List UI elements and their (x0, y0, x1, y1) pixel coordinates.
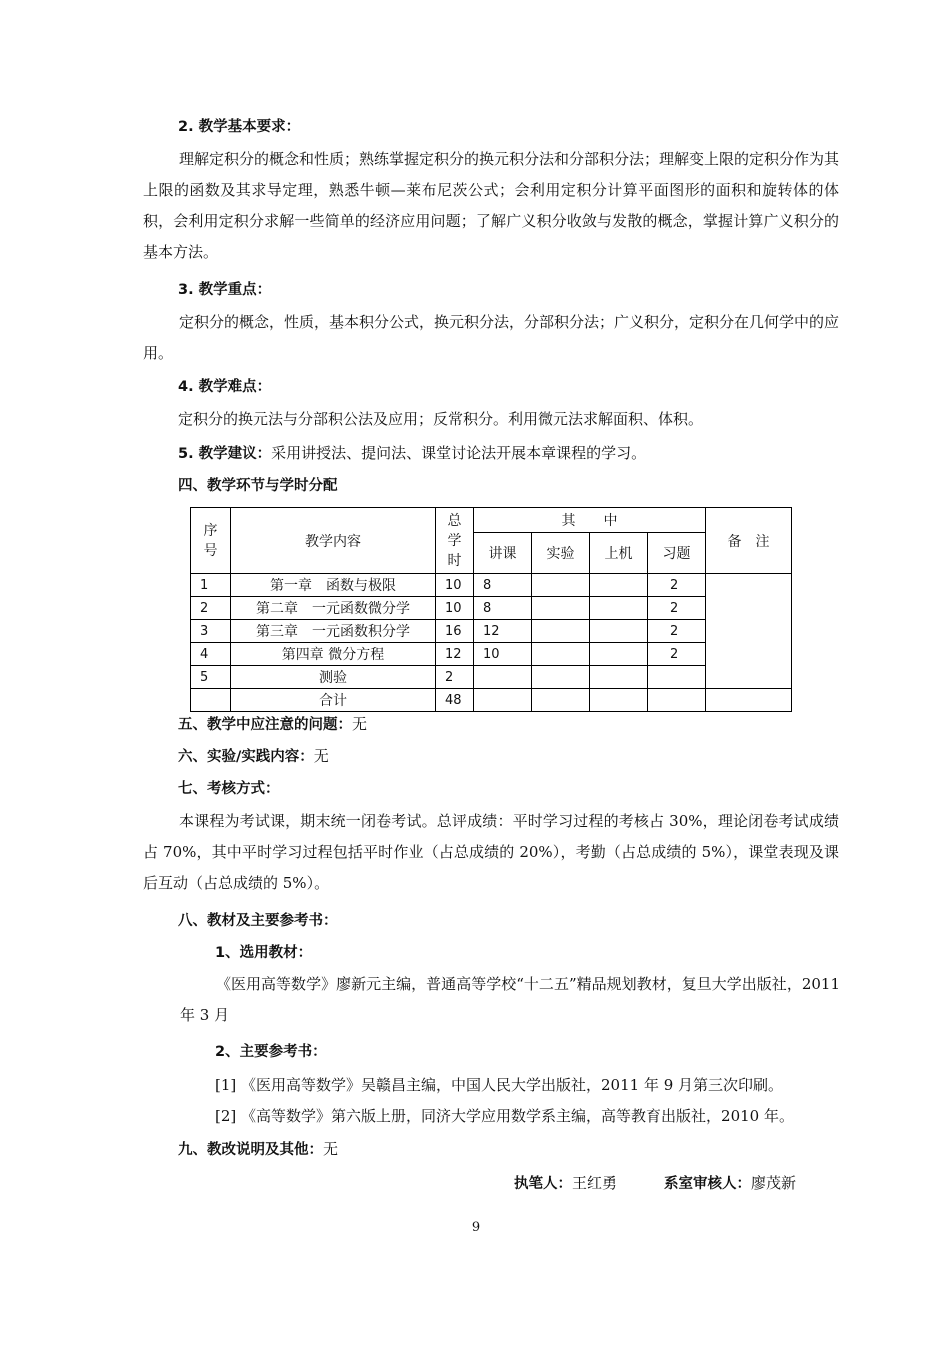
heading-practice: 六、实验/实践内容： (178, 749, 314, 765)
heading-books: 八、教材及主要参考书： (178, 913, 338, 929)
hours-table (190, 507, 792, 712)
reference-2: [2] 《高等数学》第六版上册，同济大学应用数学系主编，高等教育出版社，2010 年。 (215, 1107, 794, 1125)
table-row: 1 第一章 函数与极限 10 8 2 (191, 574, 792, 597)
paragraph-assessment: 本课程为考试课，期末统一闭卷考试。总评成绩：平时学习过程的考核占 30%，理论闭卷考试成绩占 70%，其中平时学习过程包括平时作业（占总成绩的 20%），考勤（占总成绩的 5%），课堂表现及课后互动（占总成绩的 5%）。 (143, 812, 839, 892)
teaching-suggestions (178, 443, 646, 464)
header-exercise: 习题 (648, 533, 706, 574)
paragraph-textbook: 《医用高等数学》廖新元主编，普通高等学校“十二五”精品规划教材，复旦大学出版社，2011 年 3 月 (180, 975, 840, 1024)
table-sum-row: 合计 48 (191, 689, 792, 712)
heading-teaching-requirements: 2. 教学基本要求： (178, 119, 301, 135)
practice-line: 六、实验/实践内容：无 (178, 747, 329, 765)
suggestions-text: 采用讲授法、提问法、课堂讨论法开展本章课程的学习。 (271, 444, 647, 462)
heading-textbook: 1、选用教材： (215, 945, 313, 961)
table-row: 3 第三章 一元函数积分学 16 12 2 (191, 620, 792, 643)
heading-hours-allocation: 四、教学环节与学时分配 (178, 478, 338, 494)
heading-assessment: 七、考核方式： (178, 781, 280, 797)
paragraph-teaching-requirements: 理解定积分的概念和性质；熟练掌握定积分的换元积分法和分部积分法；理解变上限的定积分作为其上限的函数及其求导定理，熟悉牛顿—莱布尼茨公式；会利用定积分计算平面图形的面积和旋转体的体积，会利用定积分求解一些简单的经济应用问题；了解广义积分收敛与发散的概念，掌握计算广义积分的基本方法。 (143, 150, 840, 261)
heading-difficulties: 4. 教学难点： (178, 379, 272, 395)
remark-cell (706, 574, 792, 689)
table-row: 2 第二章 一元函数微分学 10 8 2 (191, 597, 792, 620)
heading-issues: 五、教学中应注意的问题： (178, 717, 352, 733)
header-computer: 上机 (590, 533, 648, 574)
header-total-hours: 总 学 时 (436, 508, 474, 574)
header-remark: 备 注 (706, 508, 792, 574)
reference-1: [1] 《医用高等数学》吴赣昌主编，中国人民大学出版社，2011 年 9 月第三次印刷。 (215, 1076, 784, 1094)
table-header-row (191, 508, 792, 533)
heading-reform: 九、教改说明及其他： (178, 1142, 323, 1158)
heading-key-points: 3. 教学重点： (178, 282, 272, 298)
page-number: 9 (471, 1220, 481, 1235)
heading-references: 2、主要参考书： (215, 1044, 327, 1060)
issues-line: 五、教学中应注意的问题：无 (178, 715, 368, 733)
reform-line: 九、教改说明及其他：无 (178, 1140, 339, 1158)
heading-suggestions: 5. 教学建议： (178, 446, 272, 462)
paragraph-difficulties: 定积分的换元法与分部积公法及应用；反常积分。利用微元法求解面积、体积。 (178, 410, 704, 428)
header-content: 教学内容 (231, 508, 436, 574)
writer-signature: 执笔人：王红勇 (514, 1174, 618, 1192)
header-no: 序 号 (191, 508, 231, 574)
header-lecture: 讲课 (474, 533, 532, 574)
table-row: 5 测验 2 (191, 666, 792, 689)
paragraph-key-points: 定积分的概念，性质，基本积分公式，换元积分法，分部积分法；广义积分，定积分在几何学中的应用。 (143, 313, 840, 362)
table-row: 4 第四章 微分方程 12 10 2 (191, 643, 792, 666)
header-among: 其 中 (474, 508, 706, 533)
reviewer-signature: 系室审核人：廖茂新 (664, 1174, 797, 1192)
header-lab: 实验 (532, 533, 590, 574)
